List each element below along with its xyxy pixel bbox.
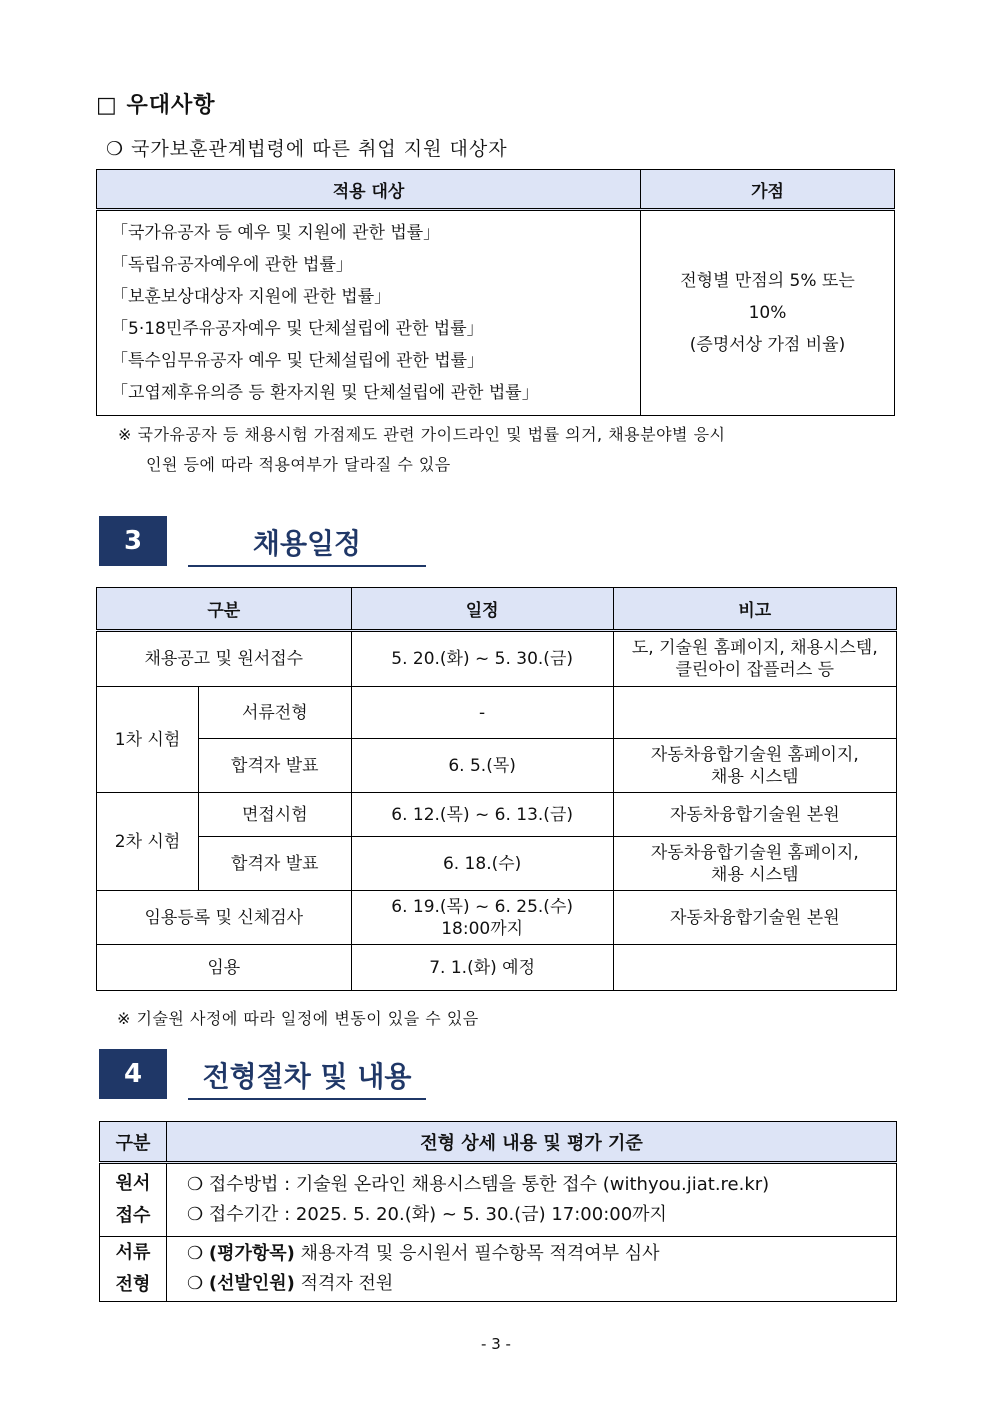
cell-note: 자동차융합기술원 본원 [613,891,896,945]
date-line: 18:00까지 [441,918,524,939]
cell-date: 6. 5.(목) [351,739,613,793]
section3-number: 3 [99,516,167,566]
table-row [97,837,897,891]
cell-content [167,1237,897,1302]
bonus-line: 전형별 만점의 5% 또는 [680,271,855,291]
bonus-cell [641,210,895,416]
preference-heading: □ 우대사항 [96,93,216,118]
cell-date: - [351,687,613,739]
note-line: 클린아이 잡플러스 등 [675,660,835,680]
law-item: 「고엽제후유의증 등 환자지원 및 단체설립에 관한 법률」 [111,383,539,403]
header-bonus: 가점 [641,170,895,210]
note-line: 채용 시스템 [711,864,799,885]
content-text: 적격자 전원 [294,1273,394,1294]
cell-label: 임용 [97,945,352,991]
table-row [97,739,897,793]
cell-note [613,631,896,687]
procedure-table [99,1121,897,1302]
label-line: 접수 [115,1205,151,1226]
content-text: 채용자격 및 응시원서 필수항목 적격여부 심사 [294,1243,660,1264]
section3-underline [188,565,426,567]
page-number: - 3 - [481,1335,511,1353]
section4-underline [188,1098,426,1100]
law-item: 「보훈보상대상자 지원에 관한 법률」 [111,287,392,307]
preference-table [96,169,895,416]
label-line: 전형 [115,1274,151,1295]
cell-date: 7. 1.(화) 예정 [351,945,613,991]
schedule-note: ※ 기술원 사정에 따라 일정에 변동이 있을 수 있음 [117,1009,479,1028]
header-note: 비고 [613,588,896,631]
header-category: 구분 [100,1122,167,1163]
cell-label: 합격자 발표 [199,739,352,793]
label-line: 서류 [115,1242,151,1263]
content-bold: (선발인원) [208,1273,295,1294]
header-detail: 전형 상세 내용 및 평가 기준 [167,1122,897,1163]
bonus-line: 10% [748,303,787,323]
note-line: 자동차융합기술원 홈페이지, [650,842,859,863]
table-row [97,687,897,739]
header-category: 구분 [97,588,352,631]
law-item: 「특수임무유공자 예우 및 단체설립에 관한 법률」 [111,351,485,371]
section3-title: 채용일정 [252,527,362,560]
cell-label [100,1237,167,1302]
content-line: ❍ (평가항목) 채용자격 및 응시원서 필수항목 적격여부 심사 [187,1243,660,1264]
schedule-table [96,587,897,991]
content-line: ❍ 접수기간 : 2025. 5. 20.(화) ~ 5. 30.(금) 17:00:00까지 [187,1204,667,1225]
cell-label: 서류전형 [199,687,352,739]
cell-note [613,945,896,991]
content-line: ❍ 접수방법 : 기술원 온라인 채용시스템을 통한 접수 (withyou.jiat.re.kr) [187,1174,770,1195]
law-list [97,210,641,416]
content-line: ❍ (선발인원) 적격자 전원 [187,1273,394,1294]
table-row [97,793,897,837]
note-line: 도, 기술원 홈페이지, 채용시스템, [631,638,878,658]
note-line: 자동차융합기술원 홈페이지, [650,744,859,765]
content-bold: (평가항목) [208,1243,295,1264]
table-row [100,1237,897,1302]
law-item: 「독립유공자예우에 관한 법률」 [111,255,353,275]
cell-group: 2차 시험 [97,793,199,891]
cell-date [351,891,613,945]
cell-date: 5. 20.(화) ~ 5. 30.(금) [351,631,613,687]
header-target: 적용 대상 [97,170,641,210]
bonus-line: (증명서상 가점 비율) [689,335,846,355]
cell-content [167,1163,897,1237]
cell-group: 1차 시험 [97,687,199,793]
section4-number: 4 [99,1049,167,1099]
note-line: ※ 국가유공자 등 채용시험 가점제도 관련 가이드라인 및 법률 의거, 채용분야별 응시 [118,425,726,444]
preference-subheading: ❍ 국가보훈관계법령에 따른 취업 지원 대상자 [106,138,508,160]
cell-label [100,1163,167,1237]
cell-date: 6. 12.(목) ~ 6. 13.(금) [351,793,613,837]
cell-label: 면접시험 [199,793,352,837]
cell-label: 임용등록 및 신체검사 [97,891,352,945]
cell-note [613,739,896,793]
cell-label: 합격자 발표 [199,837,352,891]
note-line: 인원 등에 따라 적용여부가 달라질 수 있음 [146,455,451,474]
section4-title: 전형절차 및 내용 [202,1060,412,1093]
table-row [97,631,897,687]
cell-date: 6. 18.(수) [351,837,613,891]
header-schedule: 일정 [351,588,613,631]
table-row [97,891,897,945]
law-item: 「국가유공자 등 예우 및 지원에 관한 법률」 [111,223,441,243]
law-item: 「5·18민주유공자예우 및 단체설립에 관한 법률」 [111,319,484,339]
table-row [97,945,897,991]
table-row [100,1163,897,1237]
cell-note: 자동차융합기술원 본원 [613,793,896,837]
cell-note [613,687,896,739]
label-line: 원서 [115,1173,151,1194]
note-line: 채용 시스템 [711,766,799,787]
cell-label: 채용공고 및 원서접수 [97,631,352,687]
preference-note [118,420,898,480]
date-line: 6. 19.(목) ~ 6. 25.(수) [391,896,573,917]
cell-note [613,837,896,891]
